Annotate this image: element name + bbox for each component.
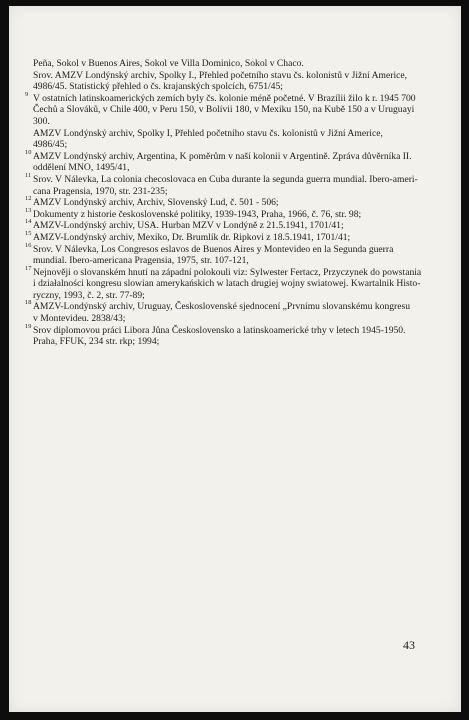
footnote-line: ryczny, 1993, č. 2, str. 77-89; bbox=[33, 289, 145, 301]
footnote-line: AMZV-Londýnský archiv, USA. Hurban MZV v Londýně z 21.5.1941, 1701/41; bbox=[33, 220, 344, 232]
footnote-number: 12 bbox=[25, 195, 32, 203]
footnote bbox=[33, 58, 433, 93]
footnote-number: 17 bbox=[25, 264, 32, 272]
footnote-line: Srov diplomovou práci Libora Jůna Československo a latinskoamerické trhy v letech 1945-1950. bbox=[33, 324, 406, 336]
footnote-line: Praha, FFUK, 234 str. rkp; 1994; bbox=[33, 336, 160, 348]
footnote bbox=[25, 90, 433, 151]
footnotes-block bbox=[25, 58, 433, 348]
footnote-line: Srov. AMZV Londýnský archiv, Spolky I., Přehled početního stavu čs. kolonistů v Jižní Americe, bbox=[33, 69, 408, 81]
footnote-number: 11 bbox=[25, 171, 32, 179]
footnote bbox=[25, 241, 433, 267]
footnote bbox=[25, 299, 433, 325]
footnote-line: oddělení MNO, 1495/41, bbox=[33, 162, 130, 174]
footnote-number: 14 bbox=[25, 218, 32, 226]
footnote-number: 15 bbox=[25, 229, 32, 237]
footnote-line: AMZV-Londýnský archiv, Mexiko, Dr. Brumlík dr. Ripkovi z 18.5.1941, 1701/41; bbox=[33, 231, 351, 243]
footnote-line: v Montevideu. 2838/43; bbox=[33, 313, 126, 325]
book-page bbox=[9, 6, 461, 712]
page-number: 43 bbox=[403, 638, 415, 652]
footnote-number: 16 bbox=[25, 241, 32, 249]
footnote bbox=[25, 195, 433, 209]
footnote-line: Srov. V Nálevka, La colonia checoslovaca en Cuba durante la segunda guerra mundial. Ibero-ameri- bbox=[33, 173, 418, 185]
footnote-line: Nejnověji o slovanském hnutí na západní polokouli viz: Sylwester Fertacz, Przyczynek do powstania bbox=[33, 266, 422, 278]
footnote-line: Srov. V Nálevka, Los Congresos eslavos de Buenos Aires y Montevideo en la Segunda guerra bbox=[33, 243, 394, 255]
footnote bbox=[25, 218, 433, 232]
footnote bbox=[25, 264, 433, 302]
footnote-line: AMZV Londýnský archiv, Archiv, Slovenský Lud, č. 501 - 506; bbox=[33, 197, 279, 209]
footnote-line: i działalności kongresu slowian amerykańskich w latach drugiej wojny swiatowej. Kwartalnik Histo- bbox=[33, 278, 421, 290]
footnote-number: 19 bbox=[25, 322, 32, 330]
footnote-number: 13 bbox=[25, 206, 32, 214]
footnote bbox=[25, 171, 433, 197]
footnote-line: AMZV Londýnský archiv, Spolky I, Přehled početního stavu čs. kolonistů v Jižní Americe, bbox=[33, 127, 383, 139]
footnote bbox=[25, 148, 433, 174]
footnote bbox=[25, 206, 433, 221]
footnote bbox=[25, 322, 433, 348]
footnote-line: Dokumenty z historie československé politiky, 1939-1943, Praha, 1966, č. 76, str. 98; bbox=[33, 208, 362, 220]
footnote-line: cana Pragensia, 1970, str. 231-235; bbox=[33, 185, 168, 197]
footnote-line: Čechů a Slováků, v Chile 400, v Peru 150, v Bolívii 180, v Mexiku 150, na Kubě 150 a v Uruguayi bbox=[33, 104, 415, 116]
footnote-line: AMZV-Londýnský archiv, Uruguay, Československé sjednocení „Prvnímu slovanskému kongresu bbox=[33, 301, 411, 313]
footnote-line: AMZV Londýnský archiv, Argentina, K poměrům v naší kolonii v Argentině. Zpráva důvěrníka II. bbox=[33, 150, 412, 162]
footnote-line: V ostatních latinskoamerických zemích byly čs. kolonie méně početné. V Brazílii žilo k r. 1945 700 bbox=[33, 92, 416, 104]
footnote-number: 10 bbox=[25, 148, 32, 156]
footnote-line: 4986/45; bbox=[33, 139, 68, 151]
footnote bbox=[25, 229, 433, 244]
footnote-line: Peña, Sokol v Buenos Aires, Sokol ve Villa Dominico, Sokol v Chaco. bbox=[33, 58, 304, 69]
footnote-line: 300. bbox=[33, 115, 50, 127]
footnote-line: mundial. Ibero-americana Pragensia, 1975, str. 107-121, bbox=[33, 255, 249, 267]
footnote-number: 9 bbox=[25, 90, 29, 98]
footnote-line: 4986/45. Statistický přehled o čs. krajanských spolcích, 6751/45; bbox=[33, 81, 283, 93]
footnote-number: 18 bbox=[25, 299, 32, 307]
